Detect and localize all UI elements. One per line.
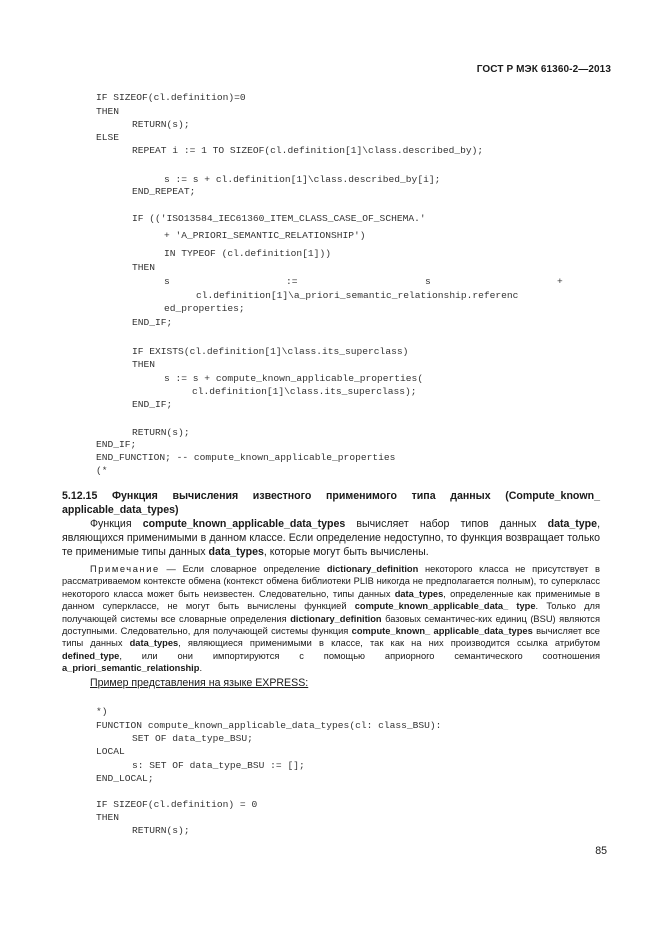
document-header: ГОСТ Р МЭК 61360-2—2013 xyxy=(476,64,611,75)
section-number: 5.12.15 xyxy=(62,490,98,502)
code-line: cl.definition[1]\a_priori_semantic_relationship.referenc xyxy=(196,290,519,301)
term: dictionary_definition xyxy=(326,564,419,574)
code-token: := xyxy=(286,276,298,287)
text: — Если словарное определение xyxy=(159,564,327,574)
code-line: END_IF; xyxy=(132,399,173,410)
section-paragraph xyxy=(62,517,600,559)
code-line: THEN xyxy=(132,359,156,370)
code-line: REPEAT i := 1 TO SIZEOF(cl.definition[1]\class.described_by); xyxy=(132,145,484,156)
text: вычисляет все типы данных xyxy=(62,626,600,649)
term: data_types xyxy=(129,638,179,649)
code-line: ELSE xyxy=(96,132,120,143)
text: базовых семантичес-ких единиц (BSU) являются доступными. Следовательно, для получающей системы функция xyxy=(62,613,600,637)
code-line: IF (('ISO13584_IEC61360_ITEM_CLASS_CASE_OF_SCHEMA.' xyxy=(132,213,426,224)
text: вычисляет набор типов данных xyxy=(356,518,537,530)
code-line: s: SET OF data_type_BSU := []; xyxy=(132,760,305,771)
code-line: END_REPEAT; xyxy=(132,186,196,197)
term: data_types xyxy=(208,546,264,558)
term: dictionary_definition xyxy=(290,613,382,624)
code-line: LOCAL xyxy=(96,746,125,757)
code-token: + xyxy=(557,276,563,287)
code-line: IF EXISTS(cl.definition[1]\class.its_superclass) xyxy=(132,346,409,357)
section-5-12-15 xyxy=(62,489,600,559)
code-line: SET OF data_type_BSU; xyxy=(132,733,253,744)
code-line: IN TYPEOF (cl.definition[1])) xyxy=(164,248,331,259)
text: , являющиеся применимыми в классе, так как на них производится ссылка атрибутом xyxy=(178,638,600,649)
code-token: s xyxy=(164,276,170,287)
code-line: THEN xyxy=(132,262,156,273)
term: data_types xyxy=(394,588,444,599)
code-line: END_IF; xyxy=(96,439,137,450)
term: compute_known_ applicable_data_types xyxy=(351,626,533,637)
code-line: + 'A_PRIORI_SEMANTIC_RELATIONSHIP') xyxy=(164,230,366,241)
code-line: END_LOCAL; xyxy=(96,773,154,784)
term: compute_known_applicable_data_ type xyxy=(354,601,536,612)
text: , или они импортируются с помощью априорного семантического соотношения xyxy=(119,650,600,661)
note-paragraph xyxy=(62,563,600,675)
example-heading: Пример представления на языке EXPRESS: xyxy=(90,677,309,689)
text: , являющихся применимыми в данном классе. Если определение недоступно, то функция возвращает только те применимые типы данных xyxy=(62,518,601,558)
term: data_type xyxy=(547,518,598,530)
term: a_priori_semantic_relationship xyxy=(62,663,200,674)
code-line: s := s + cl.definition[1]\class.described_by[i]; xyxy=(164,174,441,185)
text: некоторого класса не присутствует в рассматриваемом контексте обмена (контекст обмена библиотеки PLIB никогда не предполагается полным), то суперкласс некоторого класса может быть неизвестен. Следовательно, типы данных xyxy=(62,564,600,599)
code-line: END_IF; xyxy=(132,317,173,328)
code-line: RETURN(s); xyxy=(132,119,190,130)
code-line: s := s + compute_known_applicable_properties( xyxy=(164,373,424,384)
code-line: *) xyxy=(96,706,108,717)
code-line: END_FUNCTION; -- compute_known_applicable_properties xyxy=(96,452,396,463)
text: . xyxy=(199,663,203,674)
function-name: compute_known_applicable_data_types xyxy=(142,518,346,530)
code-line: RETURN(s); xyxy=(132,825,190,836)
term: defined_type xyxy=(62,650,120,661)
code-line: RETURN(s); xyxy=(132,427,190,438)
text: . Только для получающей системы все словарные определения xyxy=(62,601,600,624)
note-label: Примечание xyxy=(90,564,160,574)
page-number: 85 xyxy=(595,845,607,857)
text: , которые могут быть вычислены. xyxy=(263,546,429,558)
code-line: IF SIZEOF(cl.definition) = 0 xyxy=(96,799,258,810)
code-token: s xyxy=(425,276,431,287)
code-line: THEN xyxy=(96,106,120,117)
code-line: FUNCTION compute_known_applicable_data_types(cl: class_BSU): xyxy=(96,720,442,731)
code-line: cl.definition[1]\class.its_superclass); xyxy=(192,386,417,397)
code-line: (* xyxy=(96,465,108,476)
code-line: ed_properties; xyxy=(164,303,245,314)
text: , определенные как применимые в данном суперклассе, не могут быть вычислены функцией xyxy=(62,588,600,612)
code-line: THEN xyxy=(96,812,120,823)
text: Функция xyxy=(90,518,132,530)
section-heading xyxy=(62,489,600,517)
section-title: Функция вычисления известного применимого типа данных (Compute_known_ applicable_data_types) xyxy=(62,490,600,516)
code-line: IF SIZEOF(cl.definition)=0 xyxy=(96,92,246,103)
